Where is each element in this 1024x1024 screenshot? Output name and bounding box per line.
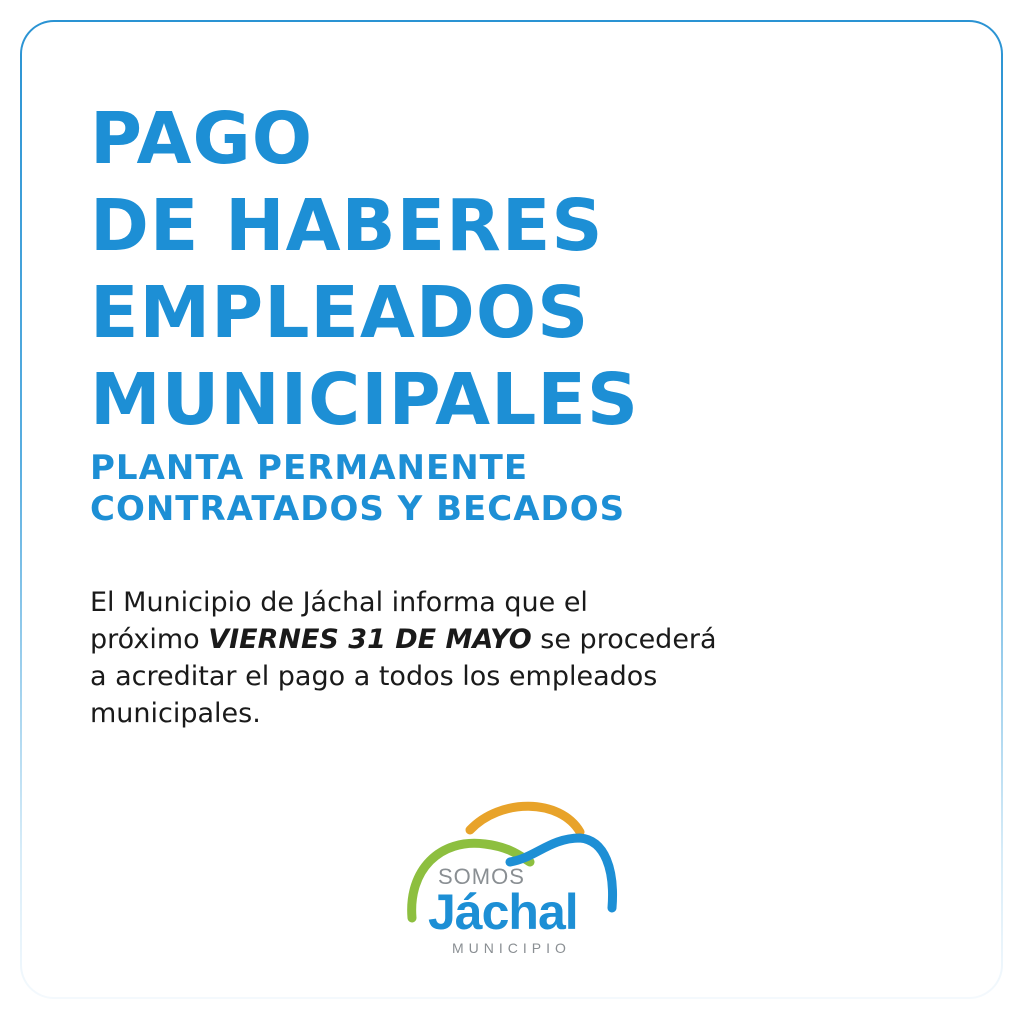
announcement-line-3: a acreditar el pago a todos los empleados (90, 661, 658, 692)
announcement-line-2 (90, 621, 810, 658)
headline-line-4: MUNICIPALES (90, 358, 640, 441)
headline (90, 95, 639, 443)
subheadline-line-2: CONTRATADOS Y BECADOS (90, 489, 626, 529)
announcement-text (90, 584, 810, 732)
subheadline-line-1: PLANTA PERMANENTE (90, 448, 529, 488)
announcement-line-2-after: se procederá (531, 624, 717, 655)
subheadline (90, 448, 625, 530)
announcement-line-2-before: próximo (90, 624, 209, 655)
payment-date: VIERNES 31 DE MAYO (208, 624, 532, 655)
headline-line-3: EMPLEADOS (90, 271, 590, 354)
announcement-line-1: El Municipio de Jáchal informa que el (90, 587, 588, 618)
logo-municipio-text: MUNICIPIO (452, 940, 571, 956)
logo-name-text: Jáchal (428, 884, 578, 940)
logo-somos-text: SOMOS (438, 864, 525, 889)
somos-jachal-logo (400, 800, 630, 965)
announcement-line-4: municipales. (90, 698, 261, 729)
headline-line-1: PAGO (90, 97, 314, 180)
headline-line-2: DE HABERES (90, 184, 604, 267)
